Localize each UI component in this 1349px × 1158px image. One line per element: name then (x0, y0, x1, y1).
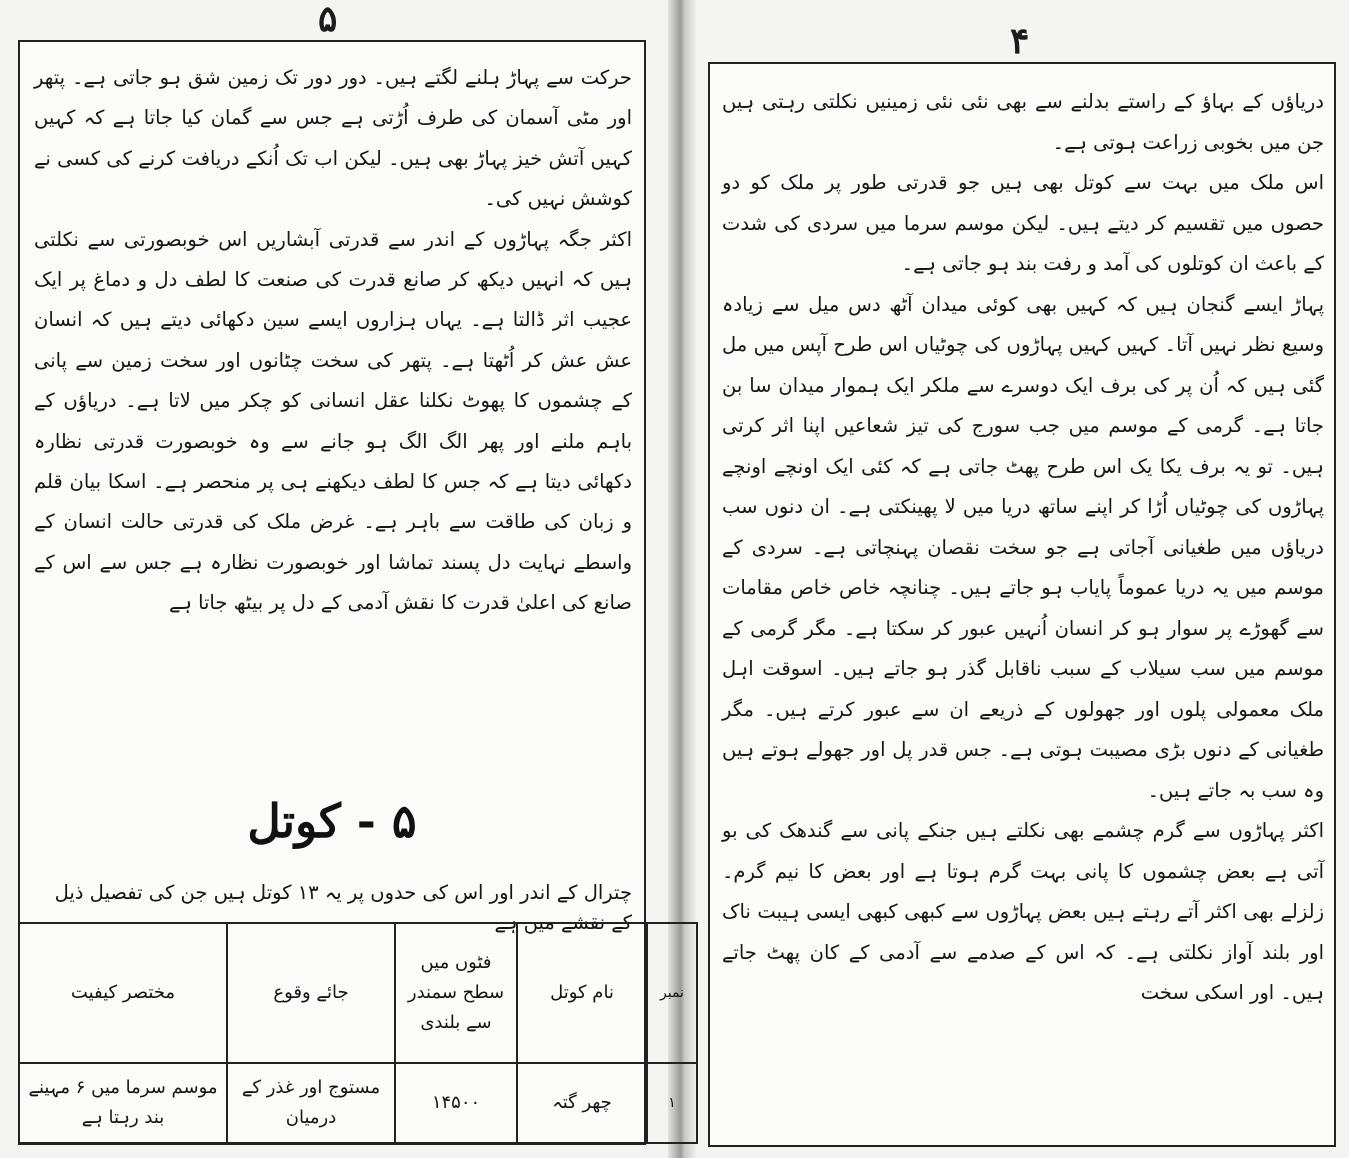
left-paragraph-2: اکثر جگہ پہاڑوں کے اندر سے قدرتی آبشاریں اس خوبصورتی سے نکلتی ہیں کہ انہیں دیکھ کر صانع قدرت کی صنعت کا لطف دل و دماغ پر ایک عجیب اثر ڈالتا ہے۔ یہاں ہزاروں ایسے سین دکھائی دیتے ہیں کہ انسان عش عش کر اُٹھتا ہے۔ پتھر کی سخت چٹانوں اور سخت زمین سے پانی کے چشموں کا پھوٹ نکلنا عقل انسانی کو چکر میں لاتا ہے۔ دریاؤں کے باہم ملنے اور پھر الگ الگ ہو جانے سے وہ خوبصورت قدرتی نظارہ دکھائی دیتا ہے کہ جس کا لطف دیکھنے ہی پر منحصر ہے۔ اسکا بیان قلم و زبان کی طاقت سے باہر ہے۔ غرض ملک کی قدرتی حالت انسان کے واسطے نہایت دل پسند تماشا اور خوبصورت نظارہ ہے جس سے اس کے صانع کی اعلیٰ قدرت کا نقش آدمی کے دل پر بیٹھ جاتا ہے (34, 227, 632, 615)
header-location: جائے وقوع (227, 923, 395, 1063)
right-page-body (722, 82, 1324, 1014)
left-page-number: ۵ (318, 0, 338, 40)
table-caption: چترال کے اندر اور اس کی حدوں پر یہ ۱۳ کوتل ہیں جن کی تفصیل ذیل کے نقشے میں ہے (54, 881, 632, 934)
header-pass-name: نام کوتل (517, 923, 647, 1063)
right-paragraph-3: پہاڑ ایسے گنجان ہیں کہ کہیں بھی کوئی میدان آٹھ دس میل سے زیادہ وسیع نظر نہیں آتا۔ کہیں کہیں پہاڑوں کی چوٹیاں اس طرح آپس میں مل گئی ہیں کہ اُن پر کی برف ایک دوسرے سے ملکر ایک ہموار میدان سا بن جاتا ہے۔ گرمی کے موسم میں جب سورج کی تیز شعاعیں اپنا اثر کرتی ہیں۔ تو یہ برف یکا یک اس طرح پھٹ جاتی ہے کہ کئی ایک اونچے اونچے پہاڑوں کی چوٹیاں اُڑا کر اپنے ساتھ دریا میں لا پھینکتی ہے۔ ان دنوں سب دریاؤں میں طغیانی آجاتی ہے جو سخت نقصان پہنچاتی ہے۔ سردی کے موسم میں یہ دریا عموماً پایاب ہو جاتے ہیں۔ چنانچہ خاص خاص مقامات سے گھوڑے پر سوار ہو کر انسان اُنہیں عبور کر سکتا ہے۔ مگر گرمی کے موسم میں سب سیلاب کے سبب ناقابل گذر ہو جاتے ہیں۔ اسوقت اہل ملک معمولی پلوں اور جھولوں کے ذریعے ان سے عبور کرتے ہیں۔ مگر طغیانی کے دنوں بڑی مصیبت ہوتی ہے۔ جس قدر پل اور جھولے ہوتے ہیں وہ سب بہ جاتے ہیں۔ (722, 292, 1324, 802)
section-heading: ۵ - کوتل (247, 794, 417, 848)
cell-pass-name: چھر گتہ (517, 1063, 647, 1143)
right-page-number: ۴ (1010, 20, 1030, 62)
cell-altitude: ۱۴۵۰۰ (395, 1063, 517, 1143)
table-row (19, 1063, 697, 1143)
right-page-frame (708, 62, 1336, 1147)
left-page-frame (18, 40, 684, 1145)
right-paragraph-2: اس ملک میں بہت سے کوتل بھی ہیں جو قدرتی طور پر ملک کو دو حصوں میں تقسیم کر دیتے ہیں۔ لیکن موسم سرما میں سردی کی شدت کے باعث ان کوتلوں کی آمد و رفت بند ہو جاتی ہے۔ (722, 171, 1324, 275)
header-altitude: فٹوں میں سطح سمندر سے بلندی (395, 923, 517, 1063)
cell-serial: ۱ (647, 1063, 697, 1143)
cell-location: مستوج اور غذر کے درمیان (227, 1063, 395, 1143)
header-remarks: مختصر کیفیت (19, 923, 227, 1063)
right-paragraph-4: اکثر پہاڑوں سے گرم چشمے بھی نکلتے ہیں جنکے پانی سے گندھک کی بو آتی ہے بعض چشموں کا پانی بہت گرم ہوتا ہے اور بعض کا نیم گرم۔ زلزلے بھی اکثر آتے رہتے ہیں بعض پہاڑوں سے کبھی کبھی ایسی ہیبت ناک اور بلند آواز نکلتی ہے۔ کہ اس کے صدمے سے آدمی کے کان پھٹ جاتے ہیں۔ اور اسکی سخت (722, 819, 1324, 1004)
passes-table (18, 922, 698, 1144)
cell-remarks: موسم سرما میں ۶ مہینے بند رہتا ہے (19, 1063, 227, 1143)
table-header-row (19, 923, 697, 1063)
left-page-body (34, 58, 632, 624)
right-paragraph-1: دریاؤں کے بہاؤ کے راستے بدلنے سے بھی نئی نئی زمینیں نکلتی رہتی ہیں جن میں بخوبی زراعت ہوتی ہے۔ (722, 90, 1324, 154)
left-paragraph-1: حرکت سے پہاڑ ہلنے لگتے ہیں۔ دور دور تک زمین شق ہو جاتی ہے۔ پتھر اور مٹی آسمان کی طرف اُڑتی ہے جس سے گمان کیا جاتا ہے کہ کہیں کہیں آتش خیز پہاڑ بھی ہیں۔ لیکن اب تک اُنکے دریافت کرنے کی کسی نے کوشش نہیں کی۔ (34, 66, 632, 211)
header-serial: نمبر (647, 923, 697, 1063)
